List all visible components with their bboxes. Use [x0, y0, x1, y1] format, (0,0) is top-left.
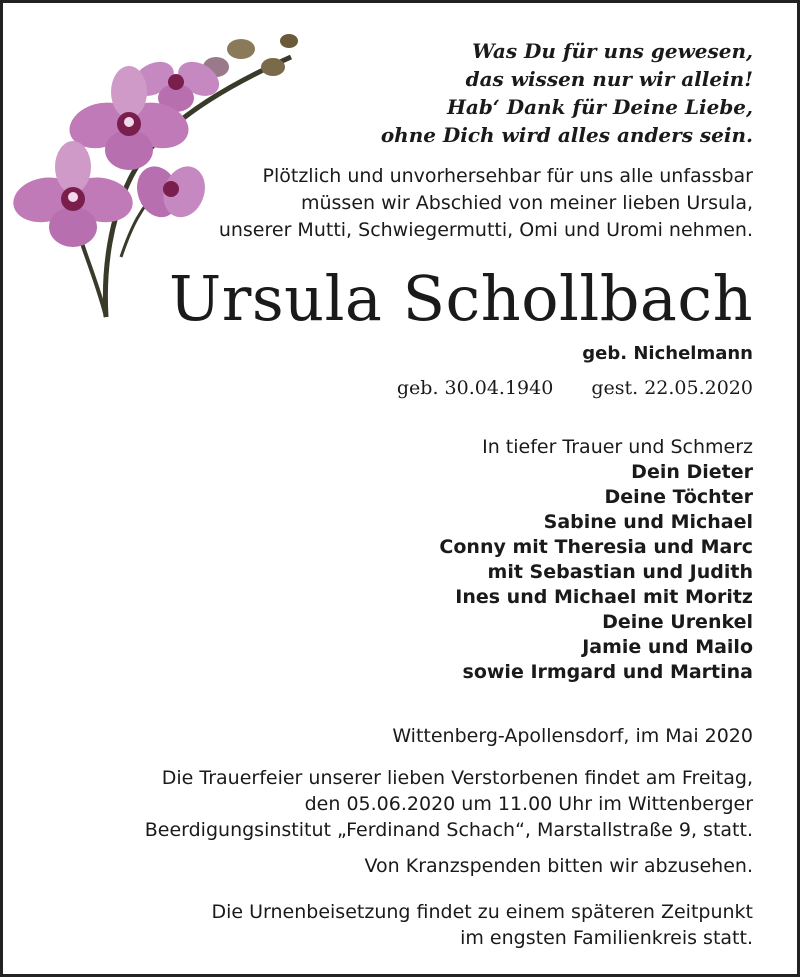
- intro-text: [219, 163, 753, 244]
- no-flowers-note: Von Kranzspenden bitten wir abzusehen.: [364, 855, 753, 877]
- place-date: Wittenberg-Apollensdorf, im Mai 2020: [392, 725, 753, 747]
- poem-line: das wissen nur wir allein!: [465, 67, 753, 91]
- mourner-name: Dein Dieter: [631, 461, 753, 483]
- death-date: gest. 22.05.2020: [591, 377, 753, 399]
- mourner-name: Sabine und Michael: [543, 511, 753, 533]
- mourner-name: Deine Urenkel: [602, 611, 753, 633]
- mourner-name: Ines und Michael mit Moritz: [455, 586, 753, 608]
- life-dates: [397, 374, 753, 402]
- mourners-intro: In tiefer Trauer und Schmerz: [482, 436, 753, 458]
- mourners-list: [439, 435, 753, 685]
- intro-line: unserer Mutti, Schwiegermutti, Omi und Uromi nehmen.: [218, 219, 753, 241]
- maiden-name: geb. Nichelmann: [582, 343, 753, 364]
- mourner-name: Conny mit Theresia und Marc: [439, 536, 753, 558]
- deceased-name: Ursula Schollbach: [168, 262, 753, 335]
- mourner-name: mit Sebastian und Judith: [487, 561, 753, 583]
- mourner-name: Jamie und Mailo: [582, 636, 753, 658]
- poem-line: Was Du für uns gewesen,: [472, 39, 753, 63]
- funeral-info: [145, 765, 753, 843]
- poem-line: Hab‘ Dank für Deine Liebe,: [446, 95, 753, 119]
- funeral-line: Beerdigungsinstitut „Ferdinand Schach“, Marstallstraße 9, statt.: [144, 819, 753, 841]
- urn-burial-note: [211, 899, 753, 951]
- mourner-name: Deine Töchter: [604, 486, 753, 508]
- intro-line: Plötzlich und unvorhersehbar für uns alle unfassbar: [262, 165, 753, 187]
- urn-line: im engsten Familienkreis statt.: [460, 927, 753, 949]
- mourner-name: sowie Irmgard und Martina: [462, 661, 753, 683]
- poem: [381, 37, 753, 149]
- funeral-line: den 05.06.2020 um 11.00 Uhr im Wittenberger: [304, 793, 753, 815]
- urn-line: Die Urnenbeisetzung findet zu einem späteren Zeitpunkt: [211, 901, 753, 923]
- funeral-line: Die Trauerfeier unserer lieben Verstorbenen findet am Freitag,: [161, 767, 753, 789]
- birth-date: geb. 30.04.1940: [396, 377, 554, 399]
- poem-line: ohne Dich wird alles anders sein.: [380, 123, 753, 147]
- intro-line: müssen wir Abschied von meiner lieben Ursula,: [300, 192, 753, 214]
